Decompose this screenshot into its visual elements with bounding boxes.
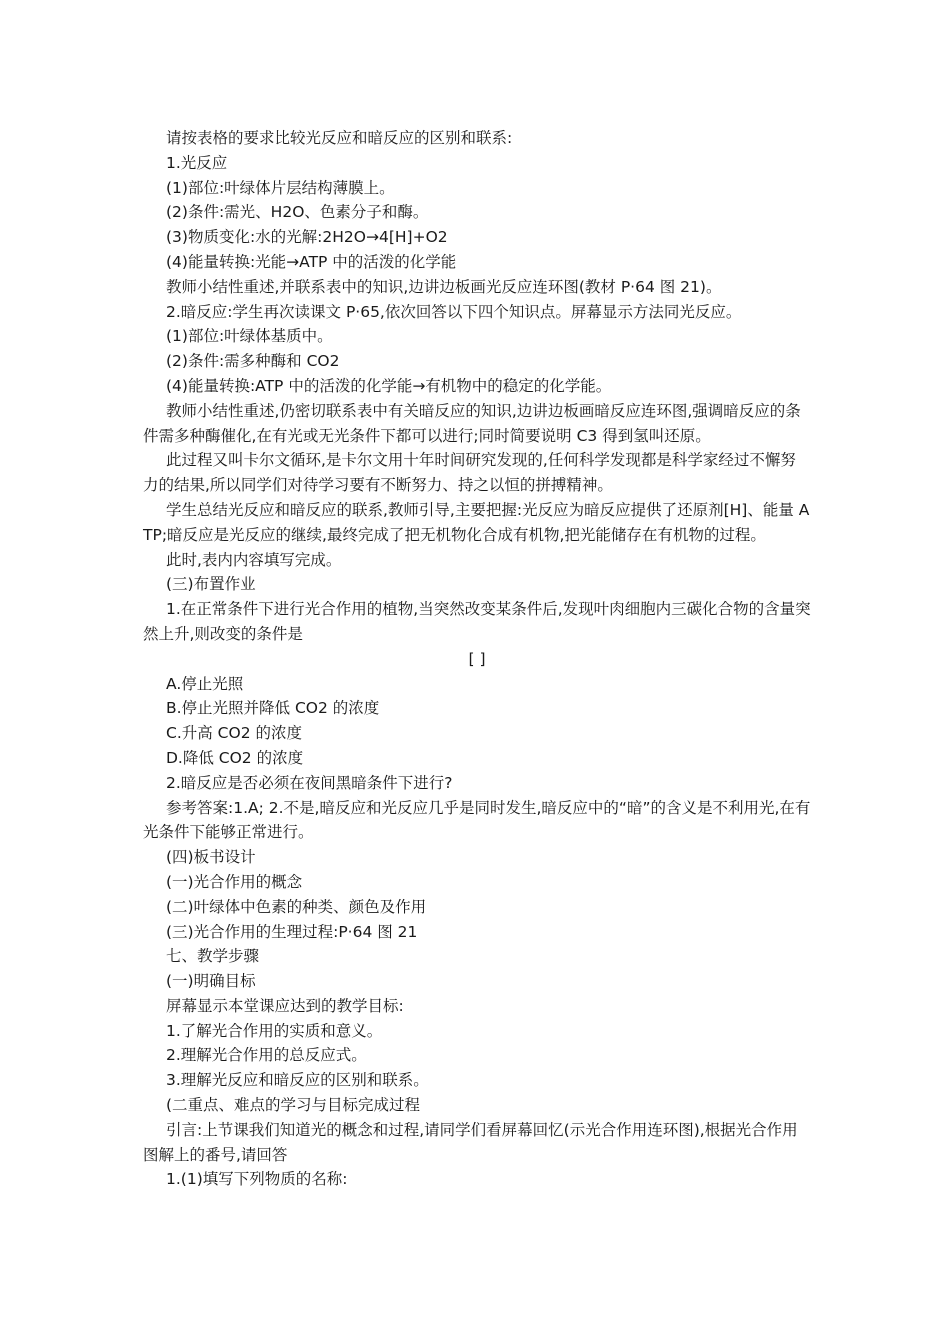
answer-bracket: [ ] bbox=[468, 649, 486, 668]
paragraph: (2)条件:需光、H2O、色素分子和酶。 bbox=[166, 203, 429, 222]
paragraph: 学生总结光反应和暗反应的联系,教师引导,主要把握:光反应为暗反应提供了还原剂[H]、能量 ATP;暗反应是光反应的继续,最终完成了把无机物化合成有机物,把光能储存在有机物的过程。 bbox=[143, 500, 810, 544]
paragraph: 屏幕显示本堂课应达到的教学目标: bbox=[166, 996, 404, 1015]
paragraph: (4)能量转换:光能→ATP 中的活泼的化学能 bbox=[166, 252, 457, 271]
option-d: D.降低 CO2 的浓度 bbox=[166, 748, 304, 767]
reference-answer: 参考答案:1.A; 2.不是,暗反应和光反应几乎是同时发生,暗反应中的“暗”的含义是不利用光,在有光条件下能够正常进行。 bbox=[143, 798, 811, 842]
section-heading: (一)明确目标 bbox=[166, 972, 256, 991]
section-heading: 七、教学步骤 bbox=[166, 947, 260, 966]
list-item: (二)叶绿体中色素的种类、颜色及作用 bbox=[166, 897, 427, 916]
list-item: (一)光合作用的概念 bbox=[166, 872, 303, 891]
section-heading: 1.光反应 bbox=[166, 153, 228, 172]
paragraph: 请按表格的要求比较光反应和暗反应的区别和联系: bbox=[166, 129, 513, 147]
document-page bbox=[143, 126, 811, 1192]
question: 1.(1)填写下列物质的名称: bbox=[166, 1170, 348, 1189]
section-heading: (三)布置作业 bbox=[166, 575, 256, 594]
paragraph: 2.暗反应:学生再次读课文 P·65,依次回答以下四个知识点。屏幕显示方法同光反应。 bbox=[166, 302, 742, 321]
paragraph: 此过程又叫卡尔文循环,是卡尔文用十年时间研究发现的,任何科学发现都是科学家经过不懈努力的结果,所以同学们对待学习要有不断努力、持之以恒的拼搏精神。 bbox=[143, 451, 796, 495]
list-item: 3.理解光反应和暗反应的区别和联系。 bbox=[166, 1071, 429, 1090]
option-c: C.升高 CO2 的浓度 bbox=[166, 724, 302, 743]
paragraph: 教师小结性重述,仍密切联系表中有关暗反应的知识,边讲边板画暗反应连环图,强调暗反应的条件需多种酶催化,在有光或无光条件下都可以进行;同时简要说明 C3 得到氢叫还原。 bbox=[143, 401, 801, 445]
list-item: (三)光合作用的生理过程:P·64 图 21 bbox=[166, 922, 418, 941]
paragraph: (4)能量转换:ATP 中的活泼的化学能→有机物中的稳定的化学能。 bbox=[166, 376, 612, 395]
paragraph: 引言:上节课我们知道光的概念和过程,请同学们看屏幕回忆(示光合作用连环图),根据光合作用图解上的番号,请回答 bbox=[143, 1120, 798, 1164]
section-heading: (四)板书设计 bbox=[166, 848, 256, 867]
paragraph: (1)部位:叶绿体片层结构薄膜上。 bbox=[166, 178, 395, 197]
question: 2.暗反应是否必须在夜间黑暗条件下进行? bbox=[166, 773, 453, 792]
option-b: B.停止光照并降低 CO2 的浓度 bbox=[166, 699, 380, 718]
list-item: 2.理解光合作用的总反应式。 bbox=[166, 1046, 367, 1065]
paragraph: (3)物质变化:水的光解:2H2O→4[H]+O2 bbox=[166, 228, 448, 247]
option-a: A.停止光照 bbox=[166, 674, 244, 693]
list-item: 1.了解光合作用的实质和意义。 bbox=[166, 1021, 383, 1040]
question: 1.在正常条件下进行光合作用的植物,当突然改变某条件后,发现叶肉细胞内三碳化合物的含量突然上升,则改变的条件是 bbox=[143, 600, 811, 643]
paragraph: 此时,表内内容填写完成。 bbox=[166, 550, 342, 569]
paragraph: 教师小结性重述,并联系表中的知识,边讲边板画光反应连环图(教材 P·64 图 21)。 bbox=[166, 277, 722, 296]
paragraph: (1)部位:叶绿体基质中。 bbox=[166, 327, 333, 346]
paragraph: (2)条件:需多种酶和 CO2 bbox=[166, 352, 340, 371]
section-heading: (二重点、难点的学习与目标完成过程 bbox=[166, 1096, 421, 1115]
